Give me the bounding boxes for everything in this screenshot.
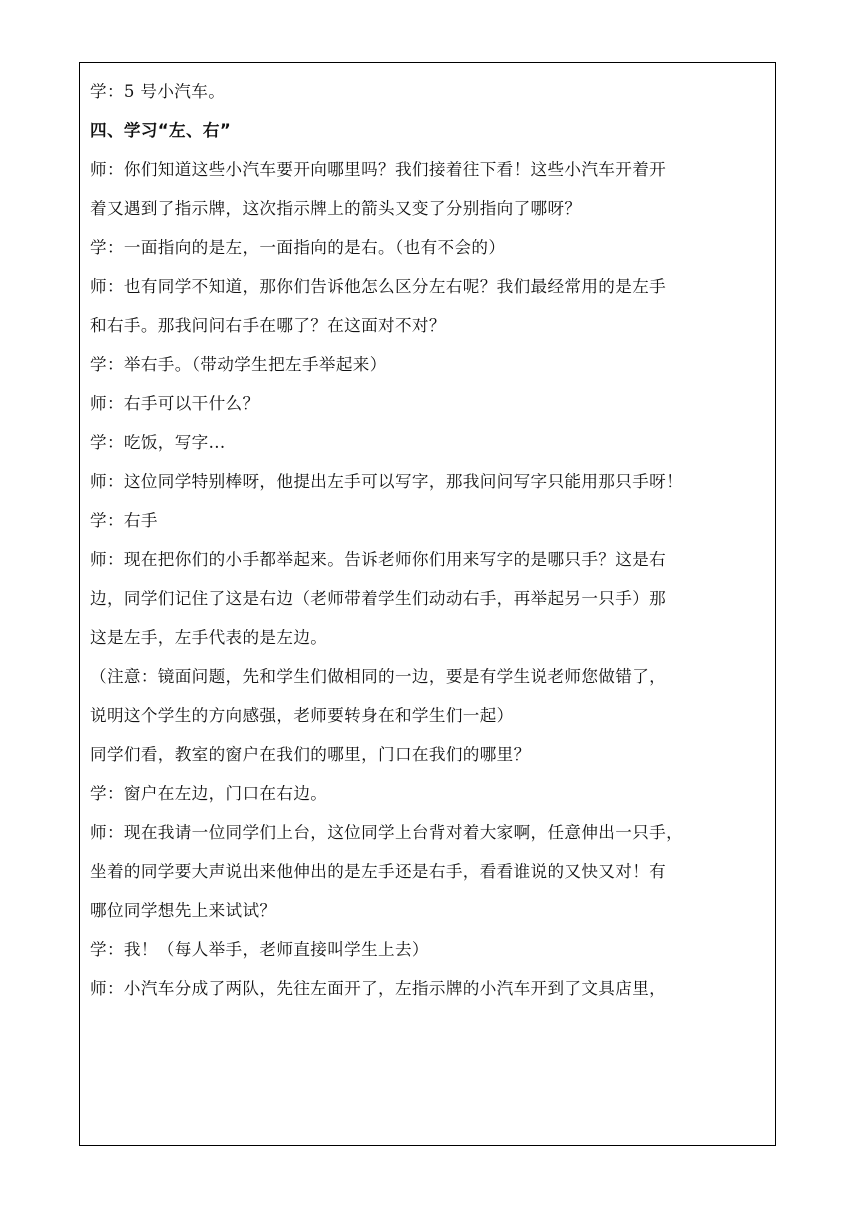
text-line: 坐着的同学要大声说出来他伸出的是左手还是右手，看看谁说的又快又对！有: [90, 862, 667, 881]
text-line: 师：你们知道这些小汽车要开向哪里吗？我们接着往下看！这些小汽车开着开: [90, 160, 667, 179]
text-line: 学：窗户在左边，门口在右边。: [90, 784, 328, 803]
text-line: 师：右手可以干什么？: [90, 394, 260, 413]
text-line: 学：我！（每人举手，老师直接叫学生上去）: [90, 940, 429, 959]
text-line: 师：小汽车分成了两队，先往左面开了，左指示牌的小汽车开到了文具店里，: [90, 979, 667, 998]
section-heading: 四、学习“左、右”: [90, 121, 232, 140]
text-line: 师：也有同学不知道，那你们告诉他怎么区分左右呢？我们最经常用的是左手: [90, 277, 667, 296]
text-line: 学：举右手。（带动学生把左手举起来）: [90, 355, 387, 374]
text-line: 这是左手，左手代表的是左边。: [90, 628, 328, 647]
document-frame: [79, 62, 776, 1146]
text-line: 师：现在把你们的小手都举起来。告诉老师你们用来写字的是哪只手？这是右: [90, 550, 667, 569]
text-line: 说明这个学生的方向感强，老师要转身在和学生们一起）: [90, 706, 514, 725]
text-line: 师：现在我请一位同学们上台，这位同学上台背对着大家啊，任意伸出一只手，: [90, 823, 684, 842]
text-line: 学：吃饭，写字...: [90, 433, 226, 452]
document-body: [90, 72, 769, 1008]
text-line: 和右手。那我问问右手在哪了？在这面对不对？: [90, 316, 446, 335]
text-line: 边，同学们记住了这是右边（老师带着学生们动动右手，再举起另一只手）那: [90, 589, 667, 608]
text-line: 师：这位同学特别棒呀，他提出左手可以写字，那我问问写字只能用那只手呀！: [90, 472, 684, 491]
text-line: 着又遇到了指示牌，这次指示牌上的箭头又变了分别指向了哪呀？: [90, 199, 582, 218]
text-line: 学：5 号小汽车。: [90, 82, 226, 101]
text-line: 学：一面指向的是左，一面指向的是右。（也有不会的）: [90, 238, 506, 257]
text-line: （注意：镜面问题，先和学生们做相同的一边，要是有学生说老师您做错了，: [90, 667, 667, 686]
text-line: 同学们看，教室的窗户在我们的哪里，门口在我们的哪里？: [90, 745, 531, 764]
text-line: 哪位同学想先上来试试？: [90, 901, 277, 920]
text-line: 学：右手: [90, 511, 158, 530]
